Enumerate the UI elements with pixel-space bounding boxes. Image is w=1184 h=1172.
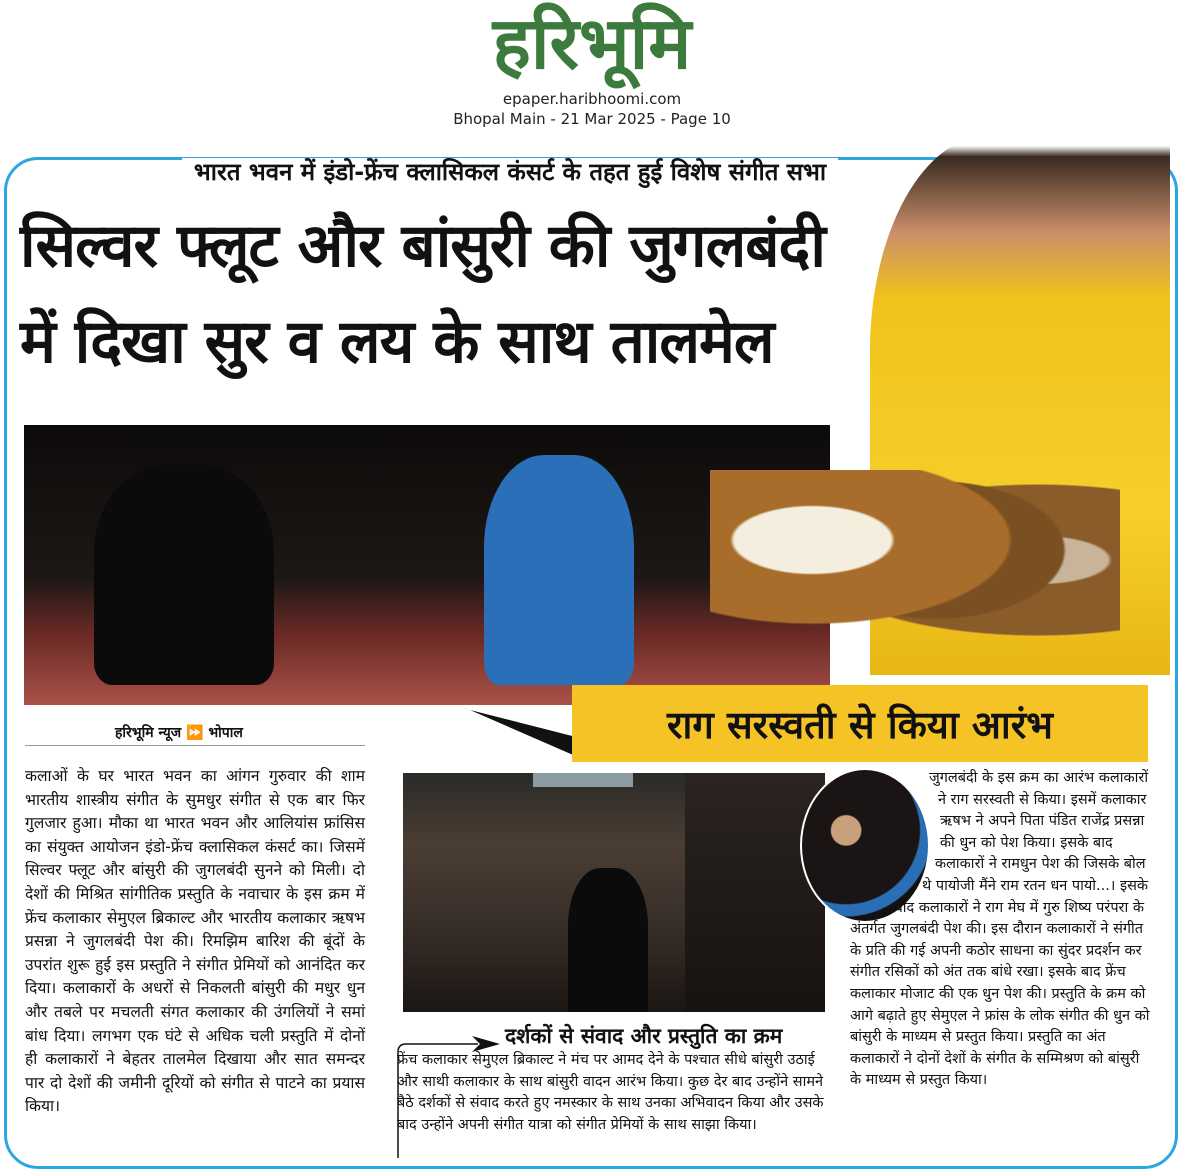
headline-line-1: सिल्वर फ्लूट और बांसुरी की जुगलबंदी — [20, 211, 825, 281]
article-body-left: कलाओं के घर भारत भवन का आंगन गुरुवार की शाम भारतीय शास्त्रीय संगीत के सुमधुर संगीत से एक बार फिर गुलजार हुआ। मौका था भारत भवन और आलियांस फ्रांसिस का संयुक्त आयोजन इंडो-फ्रेंच क्लासिकल कंसर्ट का। जिसमें सिल्वर फ्लूट और बांसुरी की जुगलबंदी सुनने को मिली। दो देशों की मिश्रित सांगीतिक प्रस्तुति के नवाचार के इस क्रम में फ्रेंच कलाकार सेमुएल ब्रिकाल्ट और भारतीय कलाकार ऋषभ प्रसन्ना ने जुगलबंदी पेश की। रिमझिम बारिश की बूंदों के उपरांत शुरू हुई इस प्रस्तुति ने संगीत प्रेमियों को आनंदित कर दिया। कलाकारों के अधरों से निकलती बांसुरी की मधुर धुन और तबले पर मचलती संगत कलाकार की उंगलियों ने समां बांध दिया। लगभग एक घंटे से अधिक चली प्रस्तुति में दोनों ही कलाकारों ने बेहतर तालमेल दिखाया और सात समन्दर पार दो देशों की जमीनी दूरियों को संगीत से पाटने का प्रयास किया। — [25, 767, 365, 1116]
right-body-text: जुगलबंदी के इस क्रम का आरंभ कलाकारों ने राग सरस्वती से किया। इसमें कलाकार ऋषभ ने अपने पिता पंडित राजेंद्र प्रसन्ना की धुन को पेश किया। इसके बाद कलाकारों ने रामधुन पेश की जिसके बोल थे पायोजी मैंने राम रतन धन पायो...। इसके बाद कलाकारों ने राग मेघ में गुरु शिष्य परंपरा के अंतर्गत जुगलबंदी पेश की। इस दौरान कलाकारों ने संगीत के प्रति की गई अपनी कठोर साधना का सुंदर प्रदर्शन कर संगीत रसिकों को अंत तक बांधे रखा। इसके बाद फ्रेंच कलाकार मोजाट की एक धुन पेश की। प्रस्तुति के क्रम को आगे बढ़ाते हुए सेमुएल ने फ्रांस के लोक संगीत की धुन को बांसुरी के माध्यम से प्रस्तुत किया। प्रस्तुति का अंत कलाकारों ने दोनों देशों के संगीत के सम्मिश्रण को बांसुरी के माध्यम से प्रस्तुत किया। — [850, 770, 1150, 1089]
headline-line-2: में दिखा सुर व लय के साथ तालमेल — [20, 307, 774, 377]
byline-source: हरिभूमि न्यूज — [115, 725, 182, 741]
headline — [20, 198, 980, 390]
caption-pointer — [470, 708, 580, 758]
kicker — [0, 155, 1020, 189]
epaper-url: epaper.haribhoomi.com — [502, 90, 682, 108]
byline-place: भोपाल — [208, 725, 243, 741]
edition-info: Bhopal Main - 21 Mar 2025 - Page 10 — [453, 110, 731, 128]
audience-photo — [403, 773, 685, 1012]
article-body-middle: फ्रेंच कलाकार सेमुएल ब्रिकाल्ट ने मंच पर आमद देने के पश्चात सीधे बांसुरी उठाई और साथी कलाकार के साथ बांसुरी वादन आरंभ किया। कुछ देर बाद उन्होंने सामने बैठे दर्शकों से संवाद करते हुए नमस्कार के साथ उनका अभिवादन किया और उसके बाद उन्होंने अपनी संगीत यात्रा को संगीत प्रेमियों के साथ साझा किया। — [397, 1052, 824, 1133]
audience-photo-right — [685, 773, 825, 1012]
byline — [25, 722, 365, 746]
masthead-logo: हरिभूमि — [492, 1, 692, 85]
subhead: दर्शकों से संवाद और प्रस्तुति का क्रम — [505, 1024, 783, 1048]
tabla-photo — [710, 470, 1120, 670]
photo-caption: राग सरस्वती से किया आरंभ — [572, 685, 1148, 762]
byline-arrow-icon: ⏩ — [186, 725, 204, 741]
kicker-text: भारत भवन में इंडो-फ्रेंच क्लासिकल कंसर्ट के तहत हुई विशेष संगीत सभा — [182, 158, 838, 186]
article-body-right — [850, 768, 1152, 1092]
